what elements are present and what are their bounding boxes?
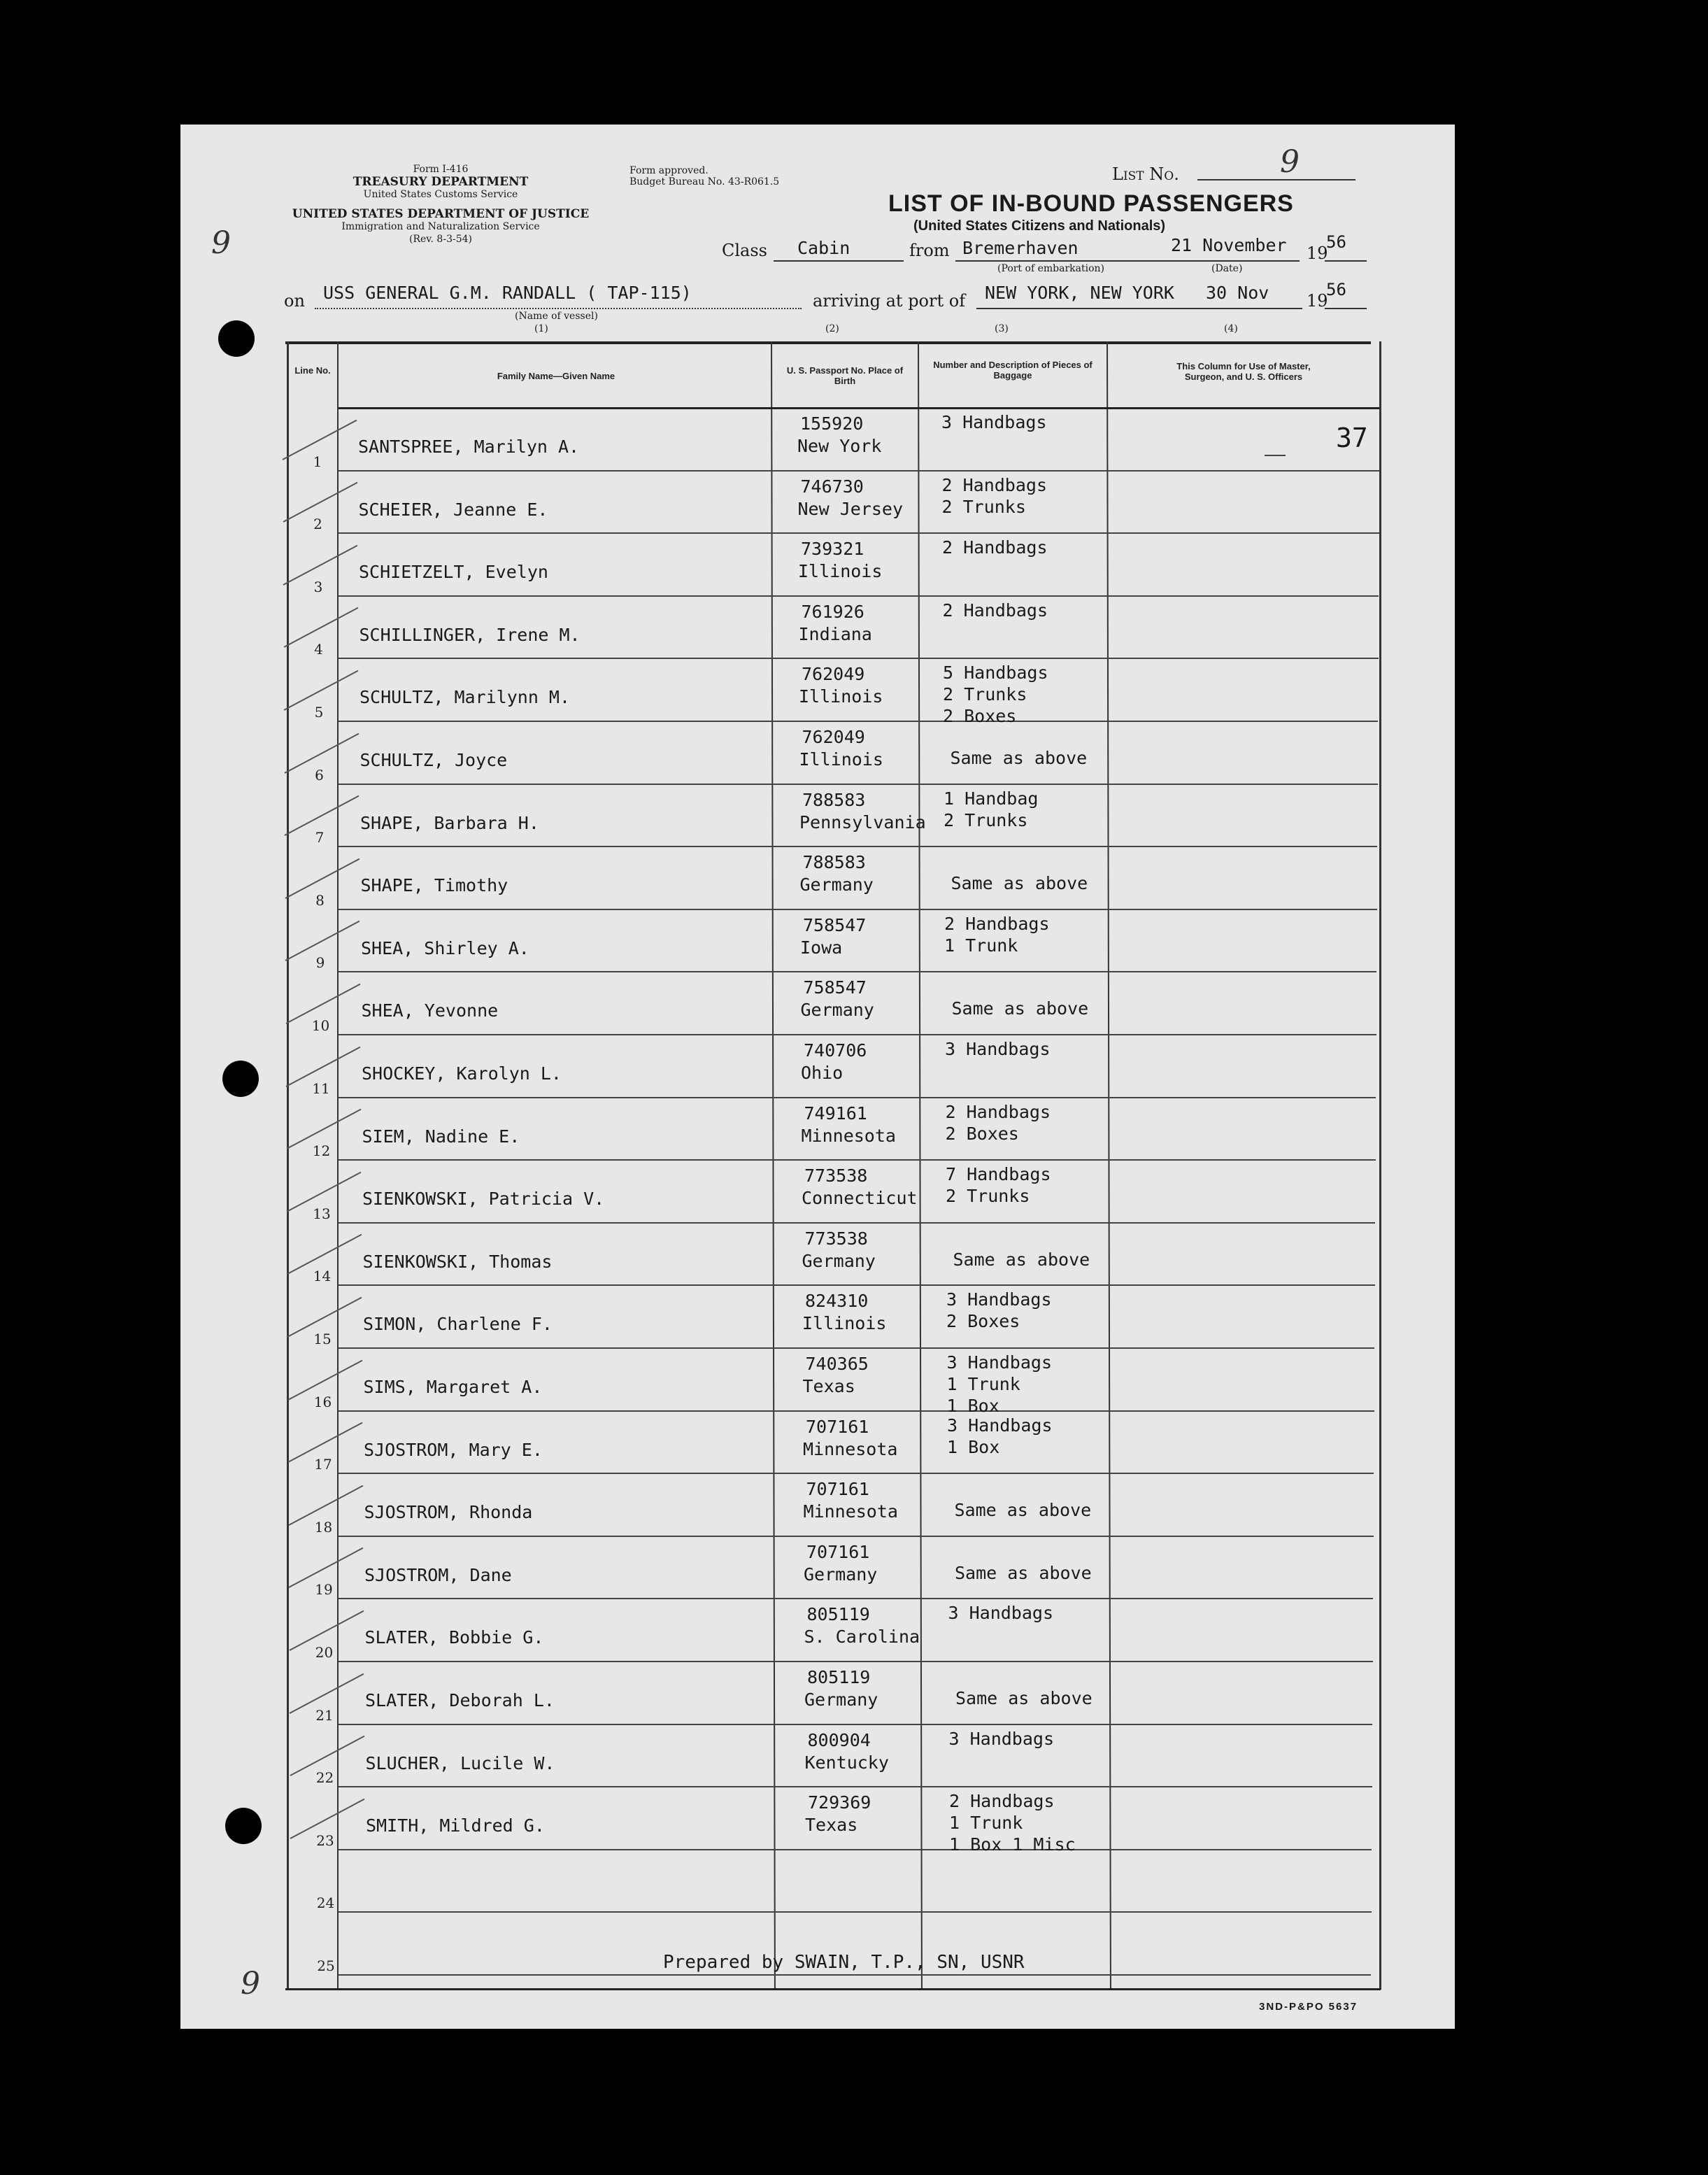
row-divider [339,595,1379,597]
arrival-year-underline [1325,308,1367,309]
place-of-birth: Illinois [799,749,883,770]
passenger-name: SLUCHER, Lucile W. [365,1753,555,1773]
baggage-item: 1 Trunk [949,1813,1023,1833]
embarkation-date: 21 November [1171,235,1287,255]
baggage-item: 1 Box [947,1437,1000,1457]
passenger-name: SMITH, Mildred G. [366,1815,545,1836]
table-left-border [287,341,289,1990]
baggage-item: 2 Handbags [941,475,1048,495]
row-divider [339,846,1377,847]
date-caption: (Date) [1211,263,1243,274]
table-right-border [1379,341,1381,1990]
line-number: 4 [314,641,323,658]
column-number-4: (4) [1224,323,1238,334]
baggage-item: 1 Box 1 Misc [949,1834,1076,1855]
baggage-item: 1 Trunk [946,1374,1020,1394]
row-divider [339,1097,1376,1098]
line-number: 18 [314,1519,333,1536]
place-of-birth: New Jersey [797,499,904,519]
baggage-item: 2 Boxes [943,706,1017,726]
line-number: 8 [315,892,325,909]
passport-number: 800904 [807,1730,871,1750]
baggage-item: 3 Handbags [946,1289,1052,1310]
budget-bureau: Budget Bureau No. 43-R061.5 [629,176,780,187]
header-bottom-border [339,407,1379,409]
passport-number: 773538 [804,1228,868,1249]
passenger-name: SJOSTROM, Rhonda [364,1502,533,1522]
ins-service: Immigration and Naturalization Service [341,221,540,232]
line-number: 10 [311,1017,330,1034]
place-of-birth: Germany [804,1564,878,1585]
baggage-item: 2 Trunks [944,810,1028,830]
baggage-item: 2 Handbags [944,914,1050,934]
passenger-name: SIENKOWSKI, Patricia V. [362,1189,605,1209]
line-number: 13 [313,1205,331,1222]
place-of-birth: Germany [802,1251,876,1271]
header-passport: U. S. Passport No. Place of Birth [786,365,904,386]
date-underline [1161,260,1300,262]
form-number: Form I-416 [413,164,469,175]
department-of-justice: UNITED STATES DEPARTMENT OF JUSTICE [292,207,590,221]
column-number-2: (2) [825,323,839,334]
customs-service: United States Customs Service [363,189,518,200]
passenger-name: SIMS, Margaret A. [363,1377,543,1397]
baggage-item: 1 Box [946,1396,999,1416]
passenger-name: SCHILLINGER, Irene M. [359,625,581,645]
baggage-item: Same as above [953,1249,1090,1270]
punch-hole [222,1061,259,1097]
place-of-birth: Texas [805,1815,858,1835]
baggage-item: Same as above [950,748,1088,768]
row-divider [339,658,1379,659]
passenger-name: SIENKOWSKI, Thomas [362,1252,553,1272]
header-baggage: Number and Description of Pieces of Baggage [933,360,1093,381]
handwritten-margin-mark: 9 [211,225,231,261]
passenger-name: SHAPE, Barbara H. [360,813,539,833]
row-divider [339,1911,1372,1913]
place-of-birth: Minnesota [801,1126,896,1146]
passport-number: 749161 [804,1103,867,1124]
passenger-name: SHOCKEY, Karolyn L. [362,1063,562,1084]
form-approved: Form approved. [629,165,709,176]
line-number: 17 [314,1456,332,1473]
row-divider [339,470,1379,472]
place-of-birth: Minnesota [803,1501,898,1522]
place-of-birth: Ohio [801,1063,844,1083]
page-title: LIST OF IN-BOUND PASSENGERS [888,190,1294,217]
line-number: 16 [313,1394,332,1410]
line-number: 12 [312,1142,331,1159]
place-of-birth: Germany [804,1689,878,1710]
baggage-item: Same as above [951,873,1088,893]
place-of-birth: Germany [800,1000,874,1020]
revision: (Rev. 8-3-54) [409,234,472,245]
passport-number: 788583 [802,852,866,872]
port-of-embarkation: Bremerhaven [962,238,1079,258]
table-top-border [285,341,1371,344]
passport-number: 824310 [805,1291,869,1311]
baggage-item: Same as above [951,998,1089,1019]
baggage-item: Same as above [955,1563,1092,1583]
passport-number: 758547 [803,915,867,935]
passenger-name: SHAPE, Timothy [360,875,508,895]
baggage-item: 3 Handbags [948,1729,1055,1749]
vessel-caption: (Name of vessel) [515,311,598,322]
passenger-name: SHEA, Shirley A. [361,938,529,958]
line-number: 22 [315,1769,334,1786]
line-number: 25 [317,1957,335,1974]
port-caption: (Port of embarkation) [997,263,1104,274]
row-divider [339,1222,1375,1224]
line-number: 23 [316,1832,334,1849]
passport-number: 805119 [807,1667,871,1687]
officer-dash [1265,455,1286,456]
baggage-item: 2 Handbags [942,600,1048,621]
baggage-item: 2 Handbags [942,537,1048,558]
baggage-item: 7 Handbags [946,1164,1051,1184]
baggage-item: 3 Handbags [945,1039,1051,1059]
printer-code: 3ND-P&PO 5637 [1259,2001,1358,2013]
baggage-item: 1 Handbag [944,788,1039,809]
arrival-port: NEW YORK, NEW YORK [985,283,1174,303]
passport-number: 729369 [808,1792,871,1813]
row-divider [339,1536,1374,1537]
list-no-value: 9 [1280,144,1300,180]
table-bottom-border [285,1988,1381,1990]
passenger-name: SCHIETZELT, Evelyn [359,562,548,582]
passenger-name: SCHULTZ, Joyce [360,750,508,770]
line-number: 3 [313,579,323,595]
line-number: 2 [313,516,322,532]
arrival-date: 30 Nov [1206,283,1269,303]
vessel-underline [315,308,802,309]
passport-number: 707161 [806,1542,870,1562]
arrival-year-prefix: 19 [1307,291,1328,311]
passenger-name: SIMON, Charlene F. [363,1314,553,1334]
punch-hole [218,320,255,357]
place-of-birth: Illinois [802,1313,887,1333]
on-label: on [284,291,305,311]
passenger-name: SCHULTZ, Marilynn M. [360,687,571,707]
baggage-item: Same as above [954,1500,1092,1520]
baggage-item: 2 Trunks [941,497,1026,517]
class-value: Cabin [797,238,851,258]
line-number: 20 [315,1644,334,1661]
row-divider [339,1284,1375,1286]
year-prefix: 19 [1307,243,1328,263]
place-of-birth: New York [797,436,882,456]
place-of-birth: Germany [799,874,874,895]
line-number: 24 [316,1894,335,1911]
passenger-name: SIEM, Nadine E. [362,1126,520,1147]
passenger-name: SJOSTROM, Mary E. [364,1440,543,1460]
place-of-birth: Connecticut [802,1188,918,1208]
row-divider [339,1347,1374,1349]
place-of-birth: Illinois [799,686,883,707]
row-divider [339,1849,1372,1850]
place-of-birth: Indiana [798,624,872,644]
baggage-item: 3 Handbags [941,412,1047,432]
arriving-label: arriving at port of [813,291,966,311]
passport-number: 707161 [806,1417,869,1437]
baggage-item: 2 Handbags [945,1102,1051,1122]
place-of-birth: Illinois [798,561,883,581]
row-divider [339,532,1379,534]
place-of-birth: Kentucky [804,1752,889,1773]
line-number: 5 [314,704,324,721]
passenger-name: SHEA, Yevonne [361,1000,499,1021]
list-no-label: List No. [1112,164,1179,184]
header-family-name: Family Name—Given Name [497,371,615,381]
passport-number: 762049 [802,664,865,684]
place-of-birth: Texas [802,1376,855,1396]
line-number: 7 [315,829,325,846]
class-underline [774,260,904,262]
baggage-item: 1 Trunk [944,935,1018,956]
embarkation-year: 56 [1326,232,1346,252]
row-divider [339,1410,1374,1412]
officer-note: 37 [1336,423,1368,453]
row-divider [339,1473,1374,1474]
baggage-item: Same as above [955,1688,1093,1708]
line-number: 21 [315,1707,334,1724]
line-number: 6 [315,767,324,784]
row-divider [339,1159,1376,1161]
line-number: 11 [312,1080,330,1097]
list-no-underline [1197,179,1355,180]
row-divider [339,1661,1373,1662]
baggage-item: 2 Trunks [943,684,1027,704]
column-number-1: (1) [534,323,548,334]
punch-hole [225,1808,262,1844]
vessel-name: USS GENERAL G.M. RANDALL ( TAP-115) [323,283,692,303]
place-of-birth: Iowa [800,937,843,958]
place-of-birth: S. Carolina [804,1627,920,1647]
baggage-item: 3 Handbags [948,1603,1054,1623]
prepared-by: Prepared by SWAIN, T.P., SN, USNR [663,1952,1025,1973]
arrival-underline [976,308,1302,309]
header-line-no: Line No. [294,365,331,376]
line-number: 15 [313,1331,332,1347]
line-number: 14 [313,1268,332,1284]
row-divider [339,1724,1372,1725]
row-divider [339,1786,1372,1787]
passport-number: 740365 [805,1354,869,1374]
line-number: 19 [315,1581,333,1598]
place-of-birth: Pennsylvania [799,812,926,833]
passport-number: 746730 [800,476,864,497]
treasury-department: TREASURY DEPARTMENT [353,175,529,189]
passport-number: 805119 [806,1604,870,1624]
passenger-name: SJOSTROM, Dane [364,1565,512,1585]
passport-number: 758547 [803,977,867,998]
passport-number: 740706 [804,1040,867,1061]
baggage-item: 2 Boxes [946,1311,1020,1331]
row-divider [339,1034,1376,1035]
passenger-name: SLATER, Bobbie G. [364,1627,544,1648]
passport-number: 788583 [802,790,866,810]
column-number-3: (3) [995,323,1009,334]
row-divider [339,909,1377,910]
baggage-item: 3 Handbags [947,1415,1053,1436]
port-underline [955,260,1161,262]
passenger-name: SLATER, Deborah L. [365,1690,555,1710]
row-divider [339,784,1378,785]
from-label: from [909,241,950,260]
year-underline [1325,260,1367,262]
passport-number: 762049 [802,727,865,747]
baggage-item: 5 Handbags [943,663,1048,683]
passport-number: 773538 [804,1166,868,1186]
baggage-item: 2 Boxes [945,1124,1019,1144]
passenger-name: SCHEIER, Jeanne E. [358,500,548,520]
page-subtitle: (United States Citizens and Nationals) [913,218,1166,234]
row-divider [339,1598,1373,1599]
row-divider [339,1974,1371,1976]
passport-number: 761926 [801,602,864,622]
baggage-item: 2 Trunks [946,1186,1030,1206]
passenger-name: SANTSPREE, Marilyn A. [358,437,580,457]
baggage-item: 3 Handbags [946,1352,1053,1373]
baggage-item: 2 Handbags [949,1791,1055,1811]
row-divider [339,971,1376,972]
line-number: 1 [313,453,322,470]
column-divider-line-no [337,341,339,1990]
footer-margin-mark: 9 [241,1966,260,2002]
passport-number: 707161 [806,1479,869,1499]
passport-number: 155920 [800,413,864,434]
line-number: 9 [315,954,325,971]
arrival-year: 56 [1326,280,1346,299]
place-of-birth: Minnesota [803,1439,898,1459]
class-label: Class [722,241,767,260]
header-officers: This Column for Use of Master, Surgeon, and U. S. Officers [1176,361,1311,382]
row-divider [339,721,1378,722]
passport-number: 739321 [801,539,864,559]
